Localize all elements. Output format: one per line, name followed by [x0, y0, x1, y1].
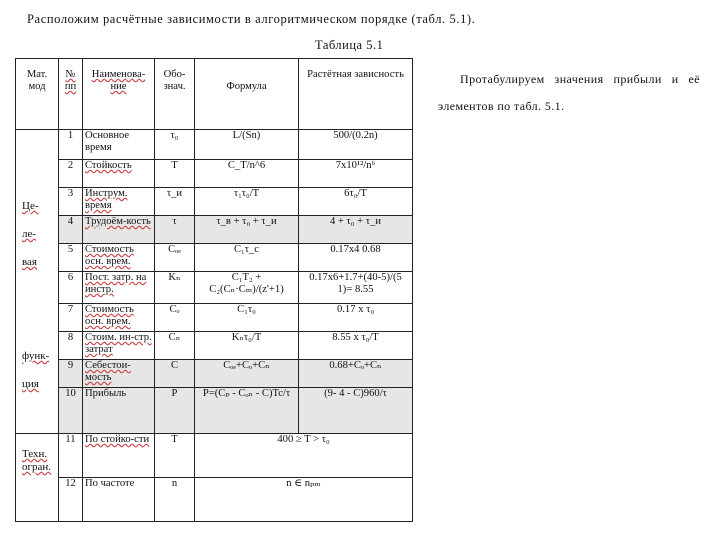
row-num: 9: [59, 360, 83, 388]
table-row: [16, 434, 413, 478]
row-num: 1: [59, 130, 83, 160]
row-num: 8: [59, 332, 83, 360]
row-num: 3: [59, 188, 83, 216]
row-value: 7x10¹²/n⁶: [299, 160, 413, 188]
row-symbol: P: [155, 388, 195, 434]
row-formula: C_T/n^6: [195, 160, 299, 188]
table-header-row: [16, 59, 413, 130]
row-symbol: Kₙ: [155, 272, 195, 304]
row-formula: Cₒₑ+Cₒ+Cₙ: [195, 360, 299, 388]
target-function-label-3: вая: [22, 256, 37, 268]
row-num: 2: [59, 160, 83, 188]
target-function-label-1: Це-: [22, 200, 39, 212]
row-formula: C₁T₂ + C₂(Cₙ·Cₘ)/(z'+1): [195, 272, 299, 304]
row-symbol: T: [155, 160, 195, 188]
table-row: [16, 130, 413, 160]
row-name: Стоимость осн. врем.: [83, 304, 155, 332]
row-num: 7: [59, 304, 83, 332]
table-row: [16, 188, 413, 216]
row-formula: n ∈ nₚₘ: [195, 478, 413, 522]
table-row: [16, 244, 413, 272]
row-name: По частоте: [83, 478, 155, 522]
row-symbol: Cₙ: [155, 332, 195, 360]
row-symbol: τ₀: [155, 130, 195, 160]
row-value: (9- 4 - C)960/τ: [299, 388, 413, 434]
row-name: Себестои-мость: [83, 360, 155, 388]
header-num: № пп: [59, 59, 83, 130]
constraints-cell: [16, 434, 59, 522]
row-formula: L/(Sn): [195, 130, 299, 160]
row-symbol: τ: [155, 216, 195, 244]
row-num: 11: [59, 434, 83, 478]
target-function-label-4: функ-: [22, 350, 50, 362]
table-row: [16, 478, 413, 522]
row-value: 8.55 x τ₀/T: [299, 332, 413, 360]
header-formula: Формула: [195, 59, 299, 130]
row-formula: τ₁τ₀/T: [195, 188, 299, 216]
row-symbol: C: [155, 360, 195, 388]
table-row: [16, 216, 413, 244]
table-row: [16, 360, 413, 388]
row-formula: Kₙτ₀/T: [195, 332, 299, 360]
row-name: Пост. затр. на инстр.: [83, 272, 155, 304]
row-formula: 400 ≥ T > τ₀: [195, 434, 413, 478]
row-symbol: τ_и: [155, 188, 195, 216]
row-name: Стоимость осн. врем.: [83, 244, 155, 272]
row-num: 12: [59, 478, 83, 522]
header-symbol: Обо-знач.: [155, 59, 195, 130]
row-formula: τ_в + τ₀ + τ_и: [195, 216, 299, 244]
row-num: 6: [59, 272, 83, 304]
target-function-label-2: ле-: [22, 228, 37, 240]
header-value: Растётная зависность: [299, 59, 413, 130]
table-row: [16, 332, 413, 360]
header-model: Мат. мод: [16, 59, 59, 130]
row-value: 0.68+Cₒ+Cₙ: [299, 360, 413, 388]
row-name: По стойко-сти: [83, 434, 155, 478]
target-function-label-5: ция: [22, 378, 39, 390]
row-value: 0.17x6+1.7+(40-5)/(5 1)= 8.55: [299, 272, 413, 304]
row-value: 500/(0.2n): [299, 130, 413, 160]
row-name: Инструм. время: [83, 188, 155, 216]
row-name: Стоим. ин-стр. затрат: [83, 332, 155, 360]
row-value: 0.17x4 0.68: [299, 244, 413, 272]
row-num: 5: [59, 244, 83, 272]
side-paragraph: Протабулируем значения прибыли и её элементов по табл. 5.1.: [438, 72, 700, 113]
row-symbol: n: [155, 478, 195, 522]
intro-text: Расположим расчётные зависимости в алгоритмическом порядке (табл. 5.1).: [27, 12, 476, 26]
row-value: 4 + τ₀ + τ_и: [299, 216, 413, 244]
row-name: Основное время: [83, 130, 155, 160]
header-name: Наименова-ние: [83, 59, 155, 130]
table-row: [16, 388, 413, 434]
row-value: 0.17 x τ₀: [299, 304, 413, 332]
table-caption: Таблица 5.1: [315, 38, 384, 52]
row-num: 4: [59, 216, 83, 244]
row-symbol: Cₒₑ: [155, 244, 195, 272]
table-row: [16, 160, 413, 188]
row-formula: C₁τ_с: [195, 244, 299, 272]
table-row: [16, 304, 413, 332]
row-num: 10: [59, 388, 83, 434]
row-symbol: T: [155, 434, 195, 478]
table-row: [16, 272, 413, 304]
row-formula: P=(Cₚ - Cₒₙ - C)Tc/τ: [195, 388, 299, 434]
row-name: Прибыль: [83, 388, 155, 434]
row-symbol: Cₒ: [155, 304, 195, 332]
row-name: Трудоём-кость: [83, 216, 155, 244]
row-name: Стойкость: [83, 160, 155, 188]
calculation-table: [15, 58, 413, 522]
row-formula: C₁τ₀: [195, 304, 299, 332]
row-value: 6τ₀/T: [299, 188, 413, 216]
constraints-label: Техн. огран.: [22, 448, 52, 473]
